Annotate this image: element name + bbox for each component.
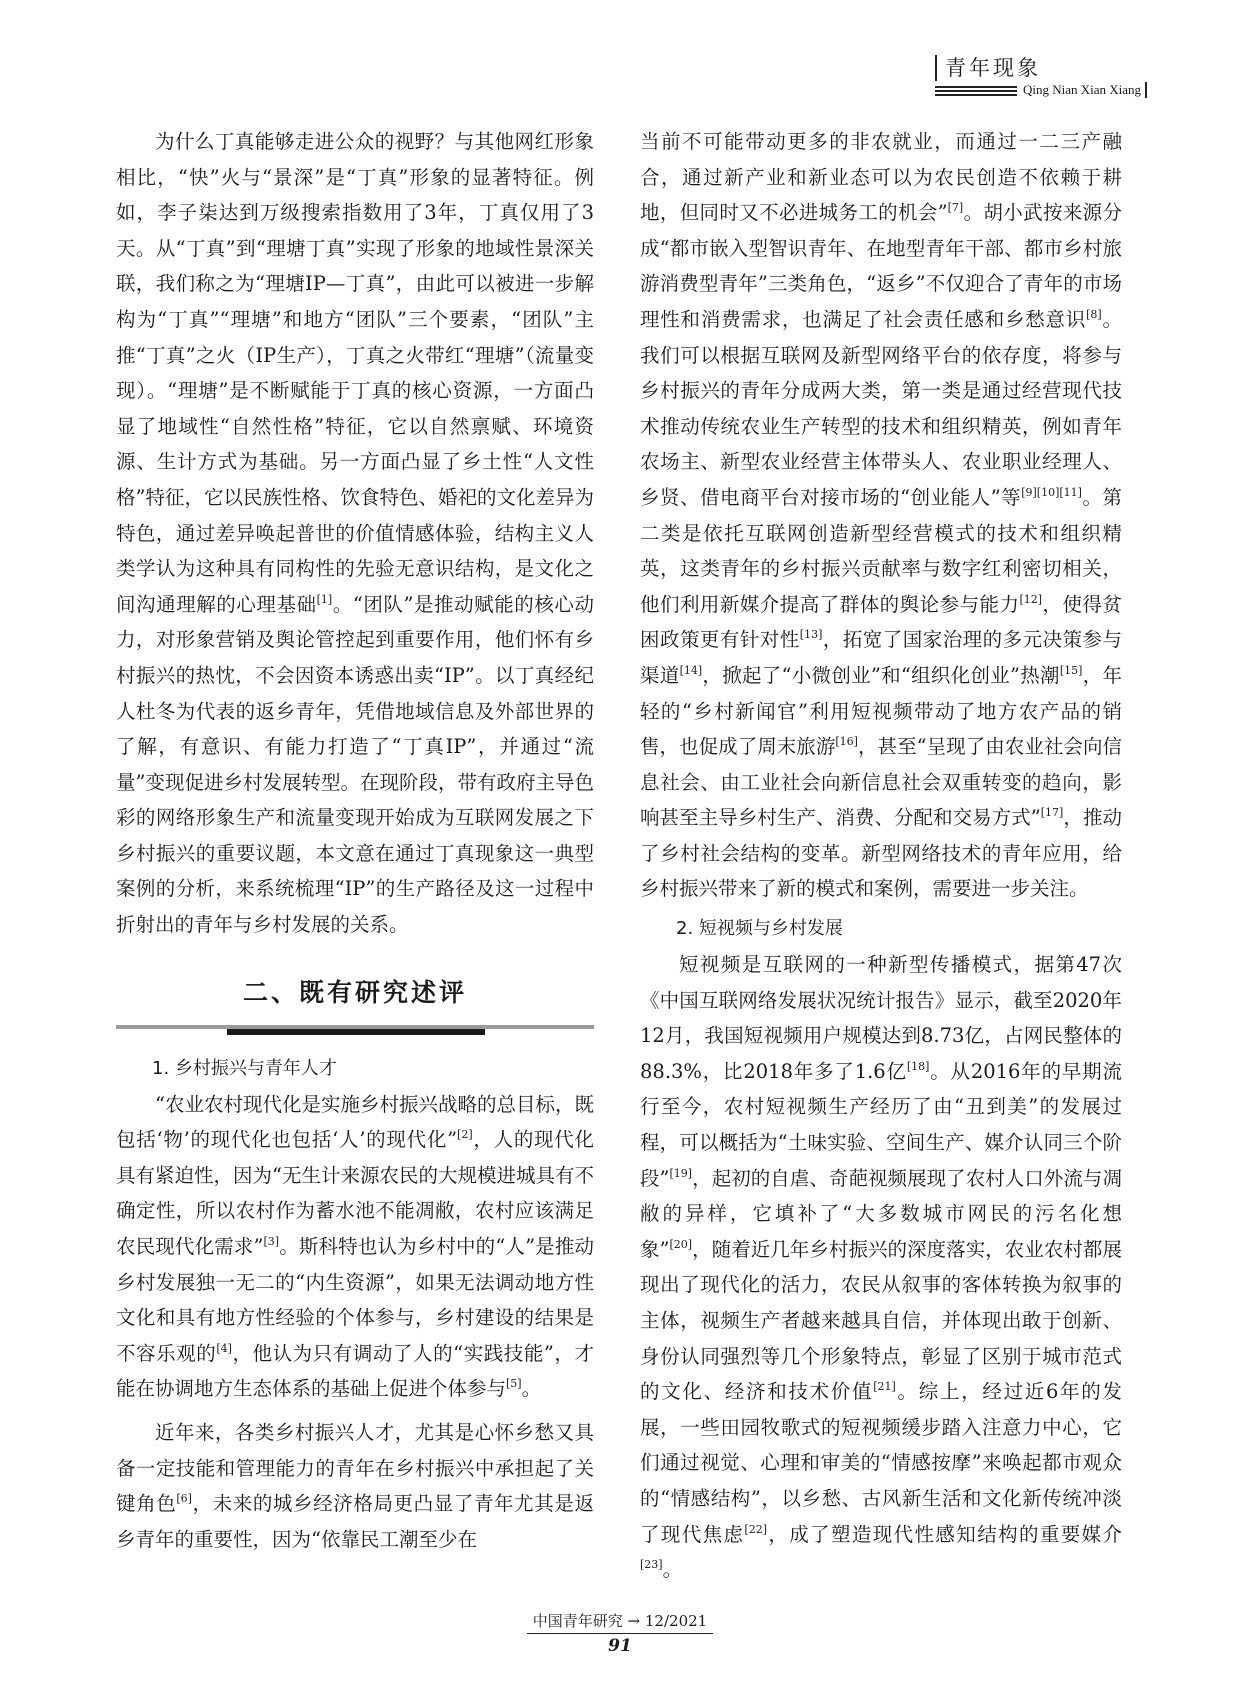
citation: [6]	[176, 1492, 192, 1506]
text: ，使得贫困政策更有针对性	[640, 592, 1122, 652]
subsection-heading: 2. 短视频与乡村发展	[676, 918, 843, 940]
page-number: 91	[608, 1636, 632, 1656]
text: ，拓宽了国家治理的多元决策参与渠道	[640, 628, 1122, 687]
citation: [12]	[1019, 592, 1043, 606]
text: ，人的现代化具有紧迫性，因为“无生计来源农民的大规模进城具有不确定性，所以农村作为蓄水池不能凋敝，农村应该满足农民现代化需求”	[116, 1128, 594, 1259]
paragraph	[116, 1087, 594, 1407]
citation: [7]	[947, 201, 964, 215]
journal-issue: 中国青年研究 → 12/2021	[527, 1610, 713, 1634]
text: ，甚至“呈现了由农业社会向信息社会、由工业社会向新信息社会双重转变的趋向，影响甚至主导乡村生产、消费、分配和交易方式”	[640, 735, 1122, 830]
running-header-sub	[935, 83, 1145, 101]
text: 。从2016年的早期流行至今，农村短视频生产经历了由“丑到美”的发展过程，可以概括为“土味实验、空间生产、媒介认同三个阶段”	[640, 1059, 1122, 1190]
running-header-pinyin: Qing Nian Xian Xiang	[1023, 82, 1147, 98]
right-column	[640, 124, 1122, 1588]
text: ，起初的自虐、奇葩视频展现了农村人口外流与凋敝的异样，它填补了“大多数城市网民的污名化想象”	[640, 1166, 1122, 1261]
text: 为什么丁真能够走进公众的视野？与其他网红形象相比，“快”火与“景深”是“丁真”形象的显著特征。例如，李子柒达到万级搜索指数用了3年，丁真仅用了3天。从“丁真”到“理塘丁真”实现了形象的地域性景深关联，我们称之为“理塘IP—丁真”，由此可以被进一步解构为“丁真”“理塘”和地方“团队”三个要素，“团队”主推“丁真”之火（IP生产），丁真之火带红“理塘”（流量变现）。“理塘”是不断赋能于丁真的核心资源，一方面凸显了地域性“自然性格”特征，它以自然禀赋、环境资源、生计方式为基础。另一方面凸显了乡土性“人文性格”特征，它以民族性格、饮食特色、婚祀的文化差异为特色，通过差异唤起普世的价值情感体验，结构主义人类学认为这种具有同构性的先验无意识结构，是文化之间沟通理解的心理基础	[116, 130, 594, 616]
citation: [15]	[1059, 663, 1083, 677]
text: 。我们可以根据互联网及新型网络平台的依存度，将参与乡村振兴的青年分成两大类，第一类是通过经营现代技术推动传统农业生产转型的技术和组织精英，例如青年农场主、新型农业经营主体带头人、农业职业经理人、乡贤、借电商平台对接市场的“创业能人”等	[640, 307, 1122, 509]
left-column	[116, 124, 594, 1557]
citation: [3]	[263, 1235, 280, 1249]
paragraph	[116, 1415, 594, 1557]
text: 近年来，各类乡村振兴人才，尤其是心怀乡愁又具备一定技能和管理能力的青年在乡村振兴中承担起了关键角色	[116, 1421, 594, 1516]
text: “农业农村现代化是实施乡村振兴战略的总目标，既包括‘物’的现代化也包括‘人’的现代化”	[116, 1092, 594, 1152]
citation: [23]	[640, 1558, 663, 1572]
citation: [14]	[679, 663, 703, 677]
subsection-heading: 1. 乡村振兴与青年人才	[152, 1057, 337, 1079]
running-header-title: 青年现象	[935, 55, 1145, 81]
citation: [19]	[669, 1166, 693, 1180]
citation: [13]	[799, 628, 823, 642]
citation: [2]	[457, 1128, 473, 1142]
paragraph	[640, 124, 1122, 907]
citation: [9][10][11]	[1021, 485, 1082, 499]
text: 。“团队”是推动赋能的核心动力，对形象营销及舆论管控起到重要作用，他们怀有乡村振兴的热忱，不会因资本诱惑出卖“IP”。以丁真经纪人杜冬为代表的返乡青年，凭借地域信息及外部世界的了解，有意识、有能力打造了“丁真IP”，并通过“流量”变现促进乡村发展转型。在现阶段，带有政府主导色彩的网络形象生产和流量变现开始成为互联网发展之下乡村振兴的重要议题，本文意在通过丁真现象这一典型案例的分析，来系统梳理“IP”的生产路径及这一过程中折射出的青年与乡村发展的关系。	[116, 592, 594, 937]
text: 短视频是互联网的一种新型传播模式，据第47次《中国互联网络发展状况统计报告》显示，截至2020年12月，我国短视频用户规模达到8.73亿，占网民整体的88.3%，比2018年多了1.6亿	[640, 953, 1122, 1083]
text: 。	[662, 1558, 683, 1582]
citation: [4]	[216, 1341, 232, 1355]
text: 。综上，经过近6年的发展，一些田园牧歌式的短视频缓步踏入注意力中心，它们通过视觉、心理和审美的“情感按摩”来唤起都市观众的“情感结构”，以乡愁、古风新生活和文化新传统冲淡了现代焦虑	[640, 1380, 1122, 1546]
text: ，推动了乡村社会结构的变革。新型网络技术的青年应用，给乡村振兴带来了新的模式和案例，需要进一步关注。	[640, 806, 1122, 901]
section-rule	[116, 1025, 594, 1039]
citation: [18]	[906, 1059, 930, 1073]
text: ，年轻的“乡村新闻官”利用短视频带动了地方农产品的销售，也促成了周末旅游	[640, 663, 1122, 759]
text: 。胡小武按来源分成“都市嵌入型智识青年、在地型青年干部、都市乡村旅游消费型青年”三类角色，“返乡”不仅迎合了青年的市场理性和消费需求，也满足了社会责任感和乡愁意识	[640, 201, 1122, 331]
citation: [16]	[835, 735, 858, 749]
page-footer	[0, 1610, 1240, 1656]
citation: [17]	[1040, 806, 1064, 820]
citation: [20]	[669, 1237, 693, 1251]
text: 当前不可能带动更多的非农就业，而通过一二三产融合，通过新产业和新业态可以为农民创造不依赖于耕地，但同时又不必进城务工的机会”	[640, 130, 1122, 225]
text: ，他认为只有调动了人的“实践技能”，才能在协调地方生态体系的基础上促进个体参与	[116, 1341, 594, 1401]
text: 。第二类是依托互联网创造新型经营模式的技术和组织精英，这类青年的乡村振兴贡献率与数字红利密切相关，他们利用新媒介提高了群体的舆论参与能力	[640, 485, 1122, 616]
paragraph	[116, 124, 594, 943]
section-heading: 二、既有研究述评	[242, 977, 467, 1007]
text: ，掀起了“小微创业”和“组织化创业”热潮	[702, 663, 1060, 687]
text: 。斯科特也认为乡村中的“人”是推动乡村发展独一无二的“内生资源”，如果无法调动地方性文化和具有地方性经验的个体参与，乡村建设的结果是不容乐观的	[116, 1235, 594, 1365]
running-header	[935, 55, 1145, 101]
citation: [21]	[873, 1380, 896, 1394]
citation: [1]	[316, 592, 333, 606]
citation: [5]	[506, 1377, 522, 1391]
citation: [22]	[744, 1522, 767, 1536]
header-rule-bars	[935, 86, 1017, 98]
text: 。	[521, 1377, 542, 1401]
text: ，随着近几年乡村振兴的深度落实，农业农村都展现出了现代化的活力，农民从叙事的客体转换为叙事的主体，视频生产者越来越具自信，并体现出敢于创新、身份认同强烈等几个形象特点，彰显了区别于城市范式的文化、经济和技术价值	[640, 1237, 1122, 1404]
text: ，未来的城乡经济格局更凸显了青年尤其是返乡青年的重要性，因为“依靠民工潮至少在	[116, 1492, 594, 1551]
text: ，成了塑造现代性感知结构的重要媒介	[767, 1522, 1122, 1546]
paragraph	[640, 947, 1122, 1588]
citation: [8]	[1086, 307, 1102, 321]
